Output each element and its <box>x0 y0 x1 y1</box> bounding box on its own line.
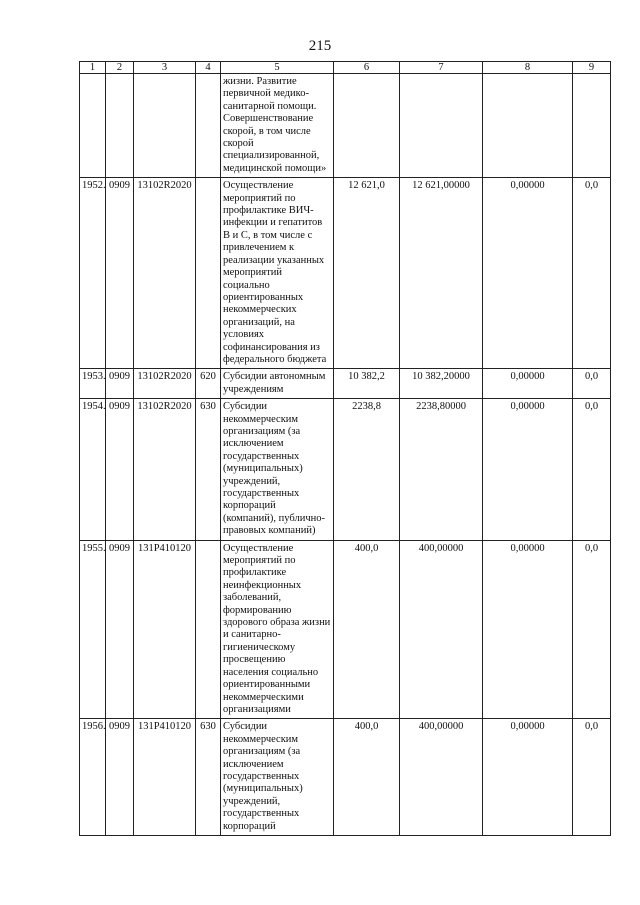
amount-col9: 0,0 <box>573 540 611 719</box>
expense-type: 630 <box>196 719 221 836</box>
row-number: 1955. <box>80 540 106 719</box>
row-number <box>80 74 106 178</box>
target-article: 131P410120 <box>134 540 196 719</box>
amount-col7: 400,00000 <box>400 719 483 836</box>
header-col-3: 3 <box>134 62 196 74</box>
row-number: 1953. <box>80 369 106 399</box>
amount-col7: 12 621,00000 <box>400 178 483 369</box>
page-number: 215 <box>308 38 332 54</box>
amount-col7 <box>400 74 483 178</box>
header-col-6: 6 <box>334 62 400 74</box>
amount-col6: 12 621,0 <box>334 178 400 369</box>
amount-col9: 0,0 <box>573 369 611 399</box>
amount-col6: 2238,8 <box>334 399 400 540</box>
expense-type: 630 <box>196 399 221 540</box>
amount-col6: 400,0 <box>334 540 400 719</box>
amount-col9 <box>573 74 611 178</box>
amount-col8: 0,00000 <box>483 178 573 369</box>
section-code: 0909 <box>106 399 134 540</box>
target-article: 131P410120 <box>134 719 196 836</box>
amount-col9: 0,0 <box>573 399 611 540</box>
item-name: Субсидии некоммерческим организациям (за исключением государственных (муниципальных) учреждений, государственных корпораций (компаний), публично-правовых компаний) <box>221 399 334 540</box>
amount-col8: 0,00000 <box>483 719 573 836</box>
amount-col8: 0,00000 <box>483 369 573 399</box>
target-article: 13102R2020 <box>134 399 196 540</box>
item-name: Субсидии автономным учреждениям <box>221 369 334 399</box>
expense-type <box>196 74 221 178</box>
table-row <box>80 399 611 540</box>
table-row <box>80 719 611 836</box>
header-col-1: 1 <box>80 62 106 74</box>
section-code: 0909 <box>106 719 134 836</box>
item-name: жизни. Развитие первичной медико-санитарной помощи. Совершенствование скорой, в том числе скорой специализированной, медицинской помощи» <box>221 74 334 178</box>
item-name: Осуществление мероприятий по профилактике неинфекционных заболеваний, формированию здорового образа жизни и санитарно-гигиеническому просвещению населения социально ориентированными некоммерческими организациями <box>221 540 334 719</box>
table-row <box>80 178 611 369</box>
header-col-5: 5 <box>221 62 334 74</box>
target-article: 13102R2020 <box>134 178 196 369</box>
amount-col6: 10 382,2 <box>334 369 400 399</box>
section-code: 0909 <box>106 178 134 369</box>
amount-col7: 400,00000 <box>400 540 483 719</box>
expense-type: 620 <box>196 369 221 399</box>
amount-col8 <box>483 74 573 178</box>
header-col-4: 4 <box>196 62 221 74</box>
amount-col6: 400,0 <box>334 719 400 836</box>
amount-col7: 10 382,20000 <box>400 369 483 399</box>
amount-col9: 0,0 <box>573 719 611 836</box>
amount-col8: 0,00000 <box>483 540 573 719</box>
amount-col8: 0,00000 <box>483 399 573 540</box>
table-row <box>80 369 611 399</box>
section-code: 0909 <box>106 540 134 719</box>
section-code: 0909 <box>106 369 134 399</box>
target-article: 13102R2020 <box>134 369 196 399</box>
header-row <box>80 62 611 74</box>
expense-type <box>196 540 221 719</box>
row-number: 1954. <box>80 399 106 540</box>
item-name: Субсидии некоммерческим организациям (за исключением государственных (муниципальных) учреждений, государственных корпораций <box>221 719 334 836</box>
amount-col6 <box>334 74 400 178</box>
table-row <box>80 540 611 719</box>
table-row <box>80 74 611 178</box>
item-name: Осуществление мероприятий по профилактике ВИЧ-инфекции и гепатитов В и С, в том числе с привлечением к реализации указанных мероприятий социально ориентированных некоммерческих организаций, на условиях софинансирования из федерального бюджета <box>221 178 334 369</box>
header-col-2: 2 <box>106 62 134 74</box>
budget-table <box>79 61 611 836</box>
header-col-9: 9 <box>573 62 611 74</box>
section-code <box>106 74 134 178</box>
target-article <box>134 74 196 178</box>
header-col-7: 7 <box>400 62 483 74</box>
amount-col7: 2238,80000 <box>400 399 483 540</box>
header-col-8: 8 <box>483 62 573 74</box>
row-number: 1952. <box>80 178 106 369</box>
amount-col9: 0,0 <box>573 178 611 369</box>
expense-type <box>196 178 221 369</box>
row-number: 1956. <box>80 719 106 836</box>
